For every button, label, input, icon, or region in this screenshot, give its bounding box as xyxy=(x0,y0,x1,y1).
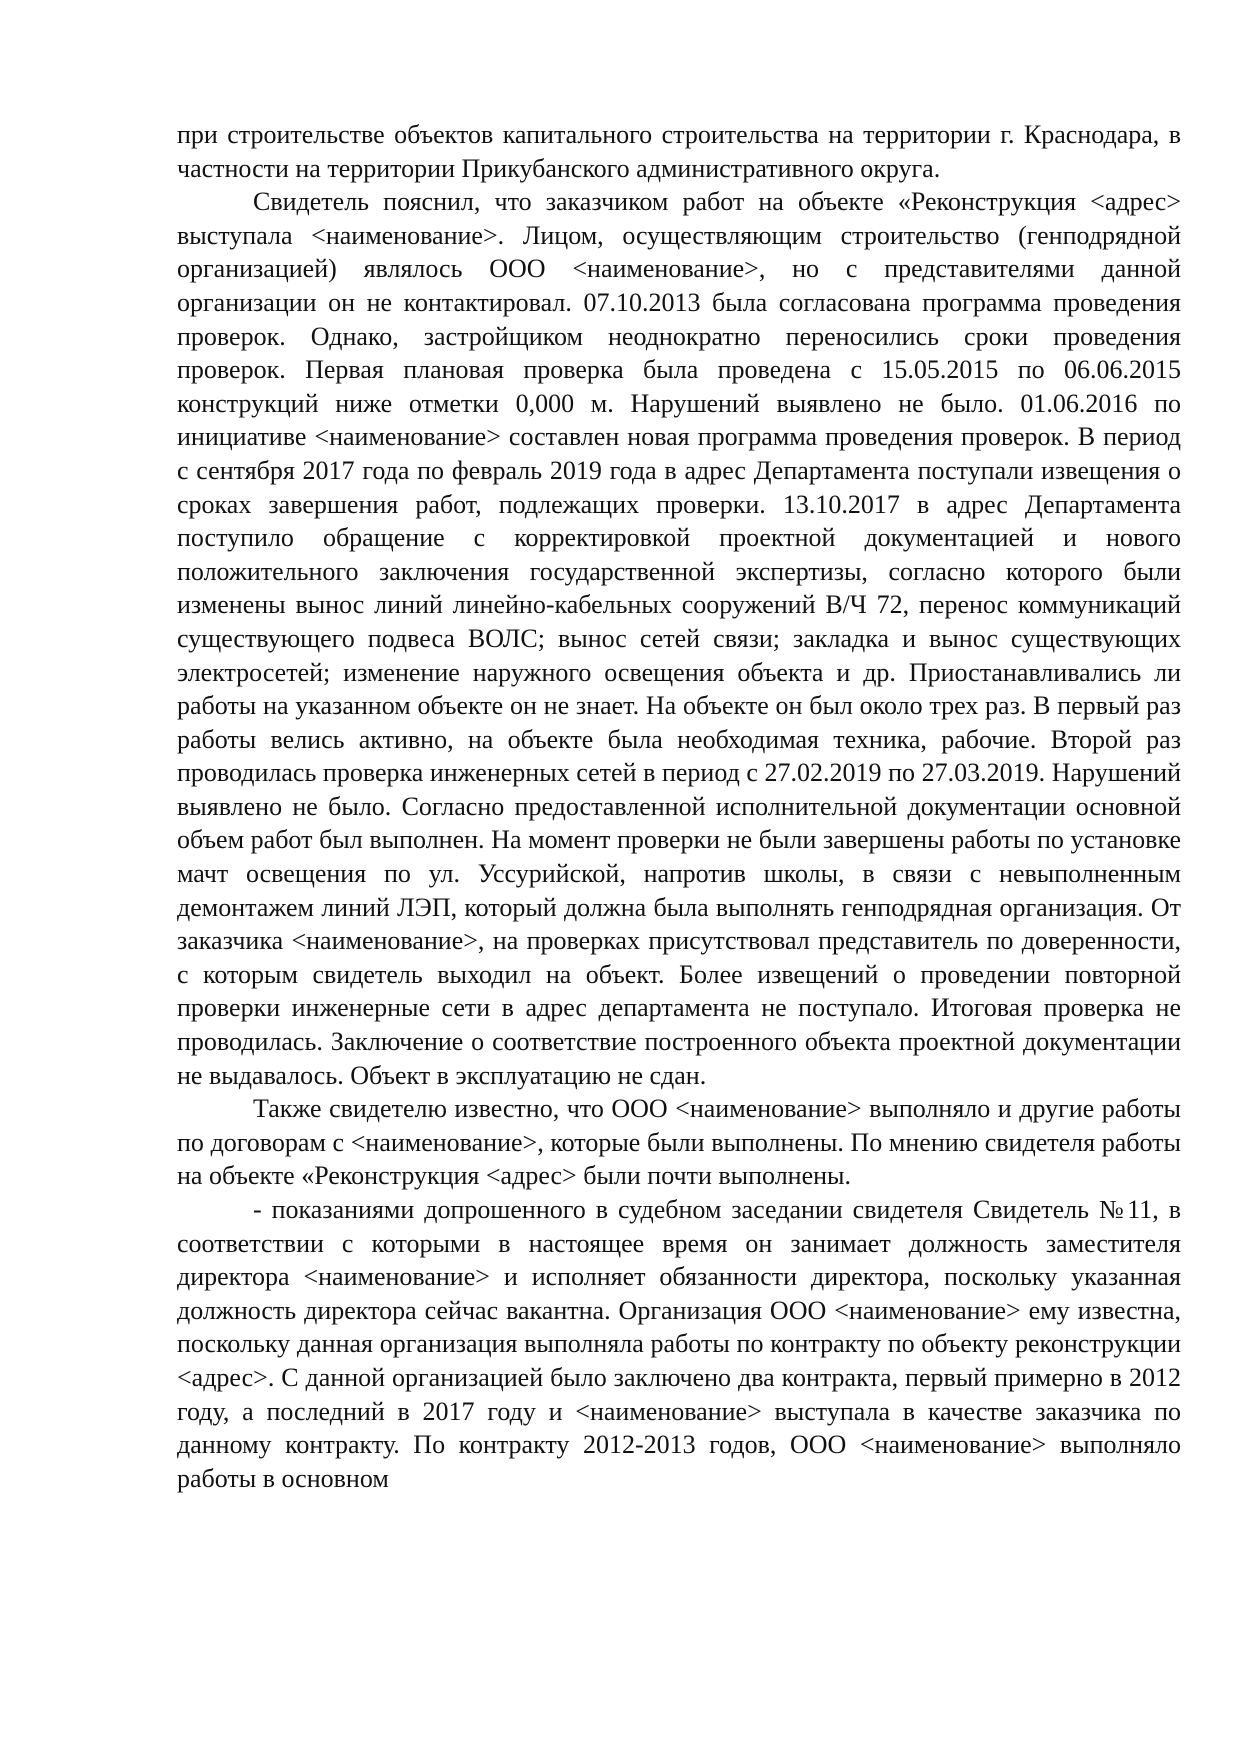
paragraph-witness-explanation: Свидетель пояснил, что заказчиком работ на объекте «Реконструкция <адрес> выступала <наименование>. Лицом, осуществляющим строительство (генподрядной организацией) являлось ООО <наименование>, но с представителями данной организации он не контактировал. 07.10.2013 была согласована программа проведения проверок. Однако, застройщиком неоднократно переносились сроки проведения проверок. Первая плановая проверка была проведена с 15.05.2015 по 06.06.2015 конструкций ниже отметки 0,000 м. Нарушений выявлено не было. 01.06.2016 по инициативе <наименование> составлен новая программа проведения проверок. В период с сентября 2017 года по февраль 2019 года в адрес Департамента поступали извещения о сроках завершения работ, подлежащих проверки. 13.10.2017 в адрес Департамента поступило обращение с корректировкой проектной документацией и нового положительного заключения государственной экспертизы, согласно которого были изменены вынос линий линейно-кабельных сооружений В/Ч 72, перенос коммуникаций существующего подвеса ВОЛС; вынос сетей связи; закладка и вынос существующих электросетей; изменение наружного освещения объекта и др. Приостанавливались ли работы на указанном объекте он не знает. На объекте он был около трех раз. В первый раз работы велись активно, на объекте была необходимая техника, рабочие. Второй раз проводилась проверка инженерных сетей в период с 27.02.2019 по 27.03.2019. Нарушений выявлено не было. Согласно предоставленной исполнительной документации основной объем работ был выполнен. На момент проверки не были завершены работы по установке мачт освещения по ул. Уссурийской, напротив школы, в связи с невыполненным демонтажем линий ЛЭП, который должна была выполнять генподрядная организация. От заказчика <наименование>, на проверках присутствовал представитель по доверенности, с которым свидетель выходил на объект. Более извещений о проведении повторной проверки инженерные сети в адрес департамента не поступало. Итоговая проверка не проводилась. Заключение о соответствие построенного объекта проектной документации не выдавалось. Объект в эксплуатацию не сдан. xyxy=(177,187,1181,1090)
paragraph-continuation: при строительстве объектов капитального строительства на территории г. Краснодара, в частности на территории Прикубанского административного округа. xyxy=(177,120,1181,183)
document-page xyxy=(177,118,1181,1495)
paragraph-witness-additional: Также свидетелю известно, что ООО <наименование> выполняло и другие работы по договорам с <наименование>, которые были выполнены. По мнению свидетеля работы на объекте «Реконструкция <адрес> были почти выполнены. xyxy=(177,1094,1181,1191)
paragraph-witness-11-testimony: - показаниями допрошенного в судебном заседании свидетеля Свидетель №11, в соответствии с которыми в настоящее время он занимает должность заместителя директора <наименование> и исполняет обязанности директора, поскольку указанная должность директора сейчас вакантна. Организация ООО <наименование> ему известна, поскольку данная организация выполняла работы по контракту по объекту реконструкции <адрес>. С данной организацией было заключено два контракта, первый примерно в 2012 году, а последний в 2017 году и <наименование> выступала в качестве заказчика по данному контракту. По контракту 2012-2013 годов, ООО <наименование> выполняло работы в основном xyxy=(177,1195,1181,1493)
